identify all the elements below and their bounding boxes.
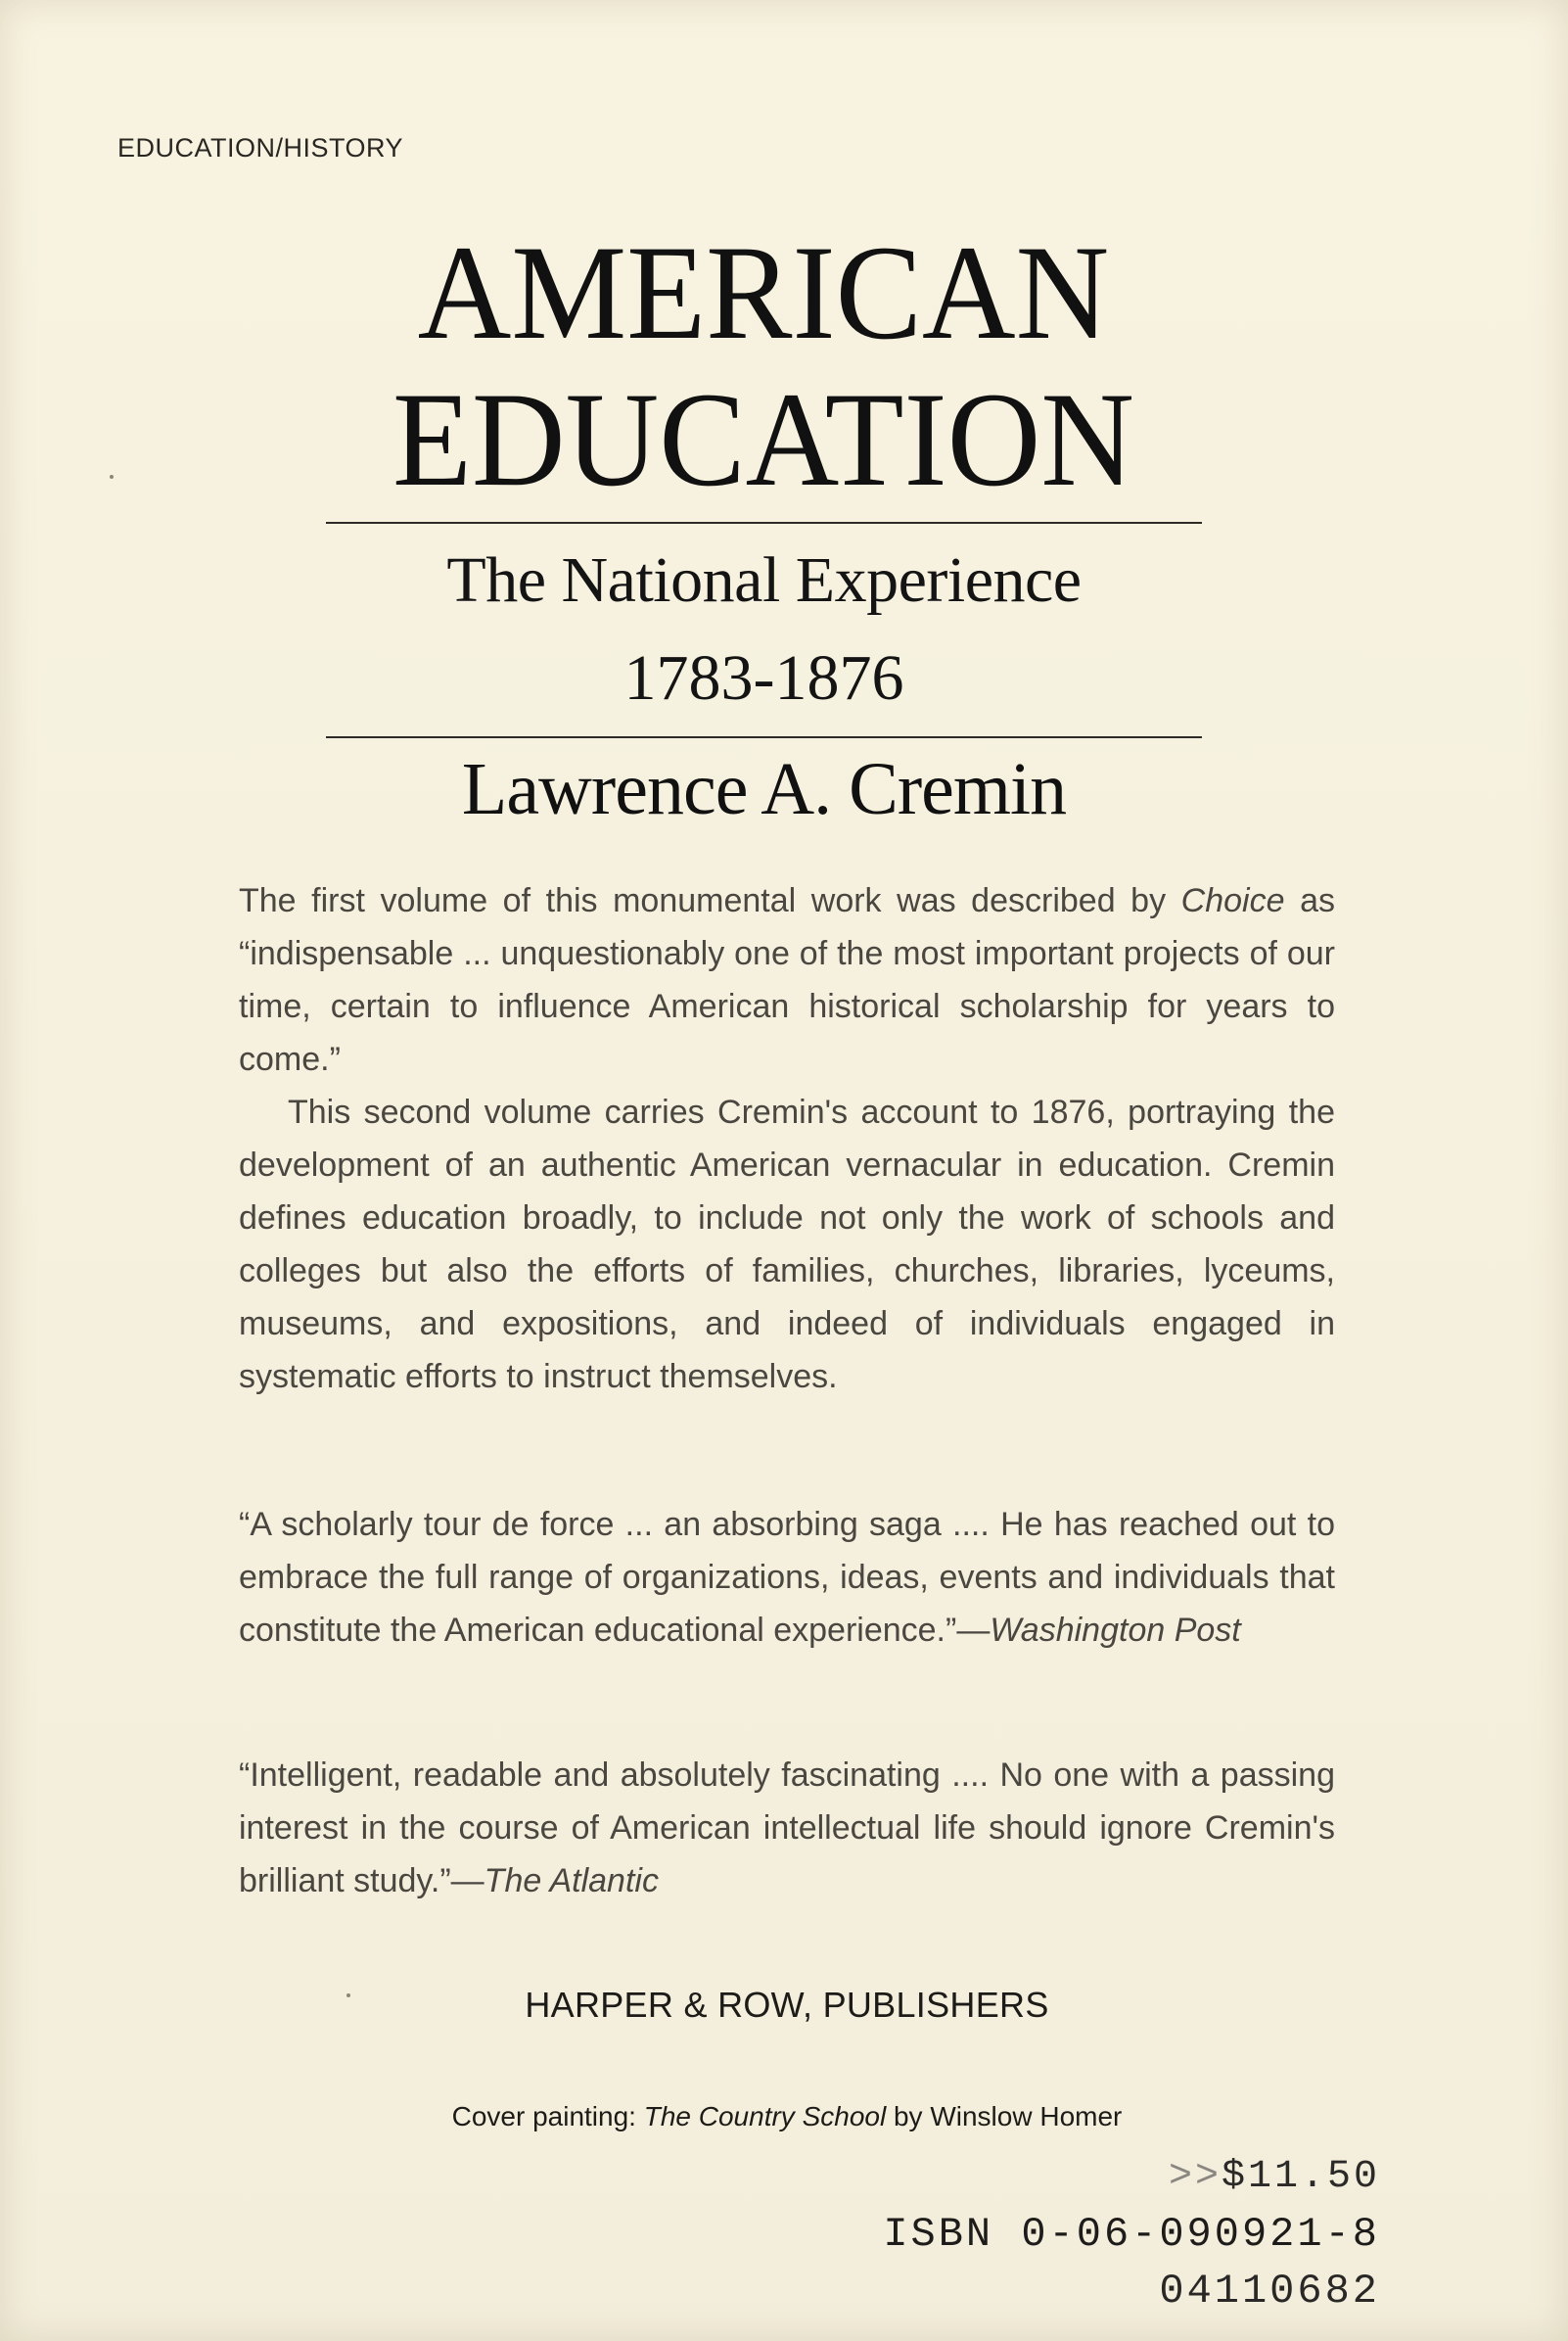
book-title-line-2: EDUCATION (392, 364, 1135, 514)
description-paragraph-1 (239, 874, 1335, 1086)
review-quote-1 (239, 1498, 1335, 1657)
title-divider-bottom (326, 736, 1202, 738)
review-source: The Atlantic (484, 1862, 659, 1899)
review-quote-2 (239, 1749, 1335, 1907)
review-text: “Intelligent, readable and absolutely fascinating .... No one with a passing interest in the course of American intellectual life should ignore Cremin's brilliant study.”— (239, 1756, 1335, 1899)
price-value: $11.50 (1221, 2155, 1380, 2199)
description-text: as “indispensable ... unquestionably one of the most important projects of our time, certain to influence American historical scholarship for years to come.” (239, 882, 1336, 1078)
cover-credit (239, 2101, 1335, 2132)
paper-speck (110, 475, 114, 479)
credit-prefix: Cover painting: (451, 2101, 644, 2131)
publisher-name: HARPER & ROW, PUBLISHERS (525, 1985, 1049, 2025)
description-text: The first volume of this monumental work was described by (239, 882, 1181, 919)
stock-code: 04110682 (1159, 2268, 1380, 2315)
painting-title: The Country School (643, 2101, 887, 2131)
book-subtitle: The National Experience (446, 544, 1082, 616)
book-title-line-1: AMERICAN (417, 217, 1110, 367)
description-text: This second volume carries Cremin's account to 1876, portraying the development of an authentic American vernacular in education. Cremin defines education broadly, to include not only the work of schools and colleges but also the efforts of families, churches, libraries, lyceums, museums, and expositions, and indeed of individuals engaged in systematic efforts to instruct themselves. (239, 1094, 1335, 1395)
price-arrows: >> (1168, 2155, 1222, 2199)
category-label: EDUCATION/HISTORY (117, 133, 404, 163)
book-dates: 1783-1876 (623, 642, 904, 714)
isbn-number: ISBN 0-06-090921-8 (883, 2211, 1380, 2258)
book-author: Lawrence A. Cremin (461, 748, 1067, 830)
review-source: Washington Post (990, 1612, 1241, 1649)
paper-speck (346, 1993, 350, 1997)
price-sticker (1169, 2155, 1380, 2199)
review-text: “A scholarly tour de force ... an absorbing saga .... He has reached out to embrace the full range of organizations, ideas, events and individuals that constitute the American educational experience.”— (239, 1506, 1335, 1649)
credit-suffix: by Winslow Homer (886, 2101, 1123, 2131)
description-paragraph-2 (239, 1086, 1335, 1403)
description-source: Choice (1180, 882, 1285, 919)
title-divider-top (326, 522, 1202, 524)
